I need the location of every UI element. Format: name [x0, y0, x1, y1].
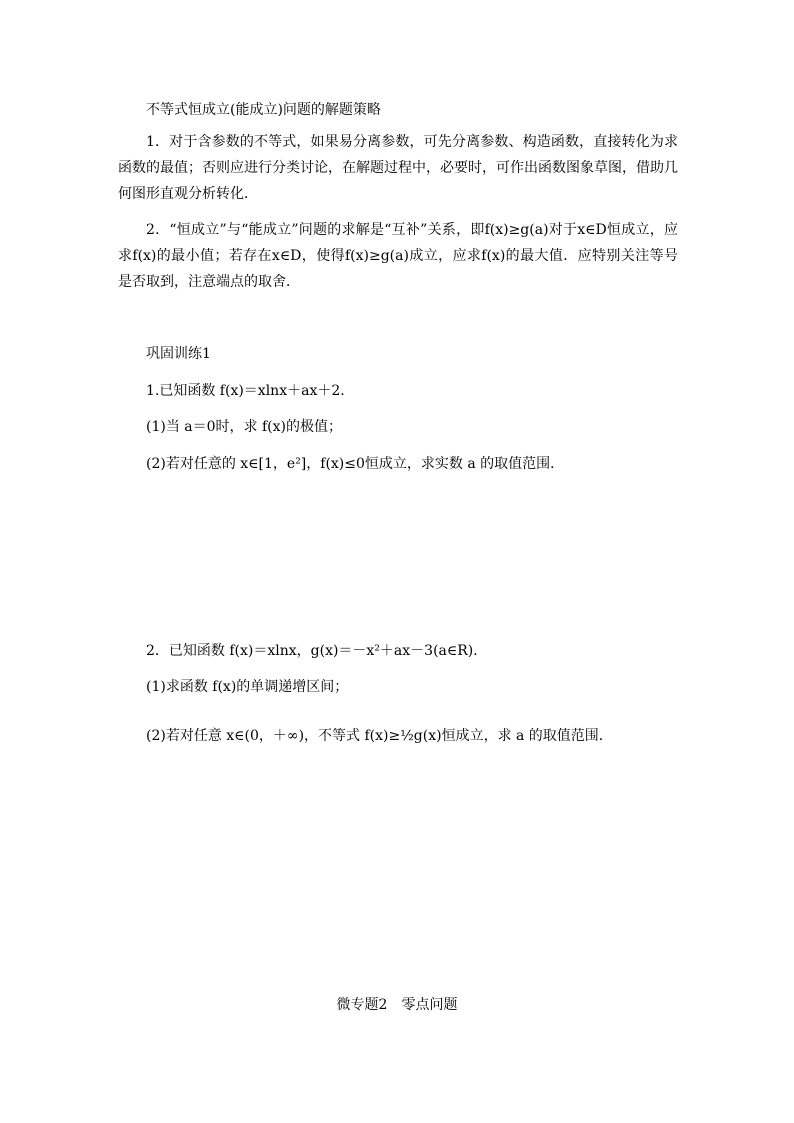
next-section-title: 微专题2 零点问题: [336, 997, 458, 1013]
question-2-stem: 2．已知函数 f(x)＝xlnx，g(x)＝－x²＋ax－3(a∈R)．: [146, 643, 488, 659]
section-title: 不等式恒成立(能成立)问题的解题策略: [146, 102, 381, 118]
strategy-point-1: 1．对于含参数的不等式，如果易分离参数，可先分离参数、构造函数，直接转化为求函数的最值；否则应进行分类讨论，在解题过程中，必要时，可作出函数图象草图，借助几何图形直观分析转化．: [118, 134, 678, 202]
question-1-part-1: (1)当 a＝0时，求 f(x)的极值；: [146, 419, 342, 435]
question-1-stem: 1.已知函数 f(x)＝xlnx＋ax＋2.: [146, 383, 345, 399]
question-2-part-2: (2)若对任意 x∈(0，＋∞)，不等式 f(x)≥½g(x)恒成立，求 a 的取值范围．: [146, 728, 613, 744]
practice-title: 巩固训练1: [146, 346, 211, 362]
question-2-part-1: (1)求函数 f(x)的单调递增区间；: [146, 679, 349, 695]
question-1-part-2: (2)若对任意的 x∈[1，e²]，f(x)≤0恒成立，求实数 a 的取值范围．: [146, 456, 565, 472]
strategy-point-2: 2．“恒成立”与“能成立”问题的求解是“互补”关系，即f(x)≥g(a)对于x∈D恒成立，应求f(x)的最小值；若存在x∈D，使得f(x)≥g(a)成立，应求f(x)的最大值．应特别关注等号是否取到，注意端点的取舍．: [118, 222, 678, 290]
